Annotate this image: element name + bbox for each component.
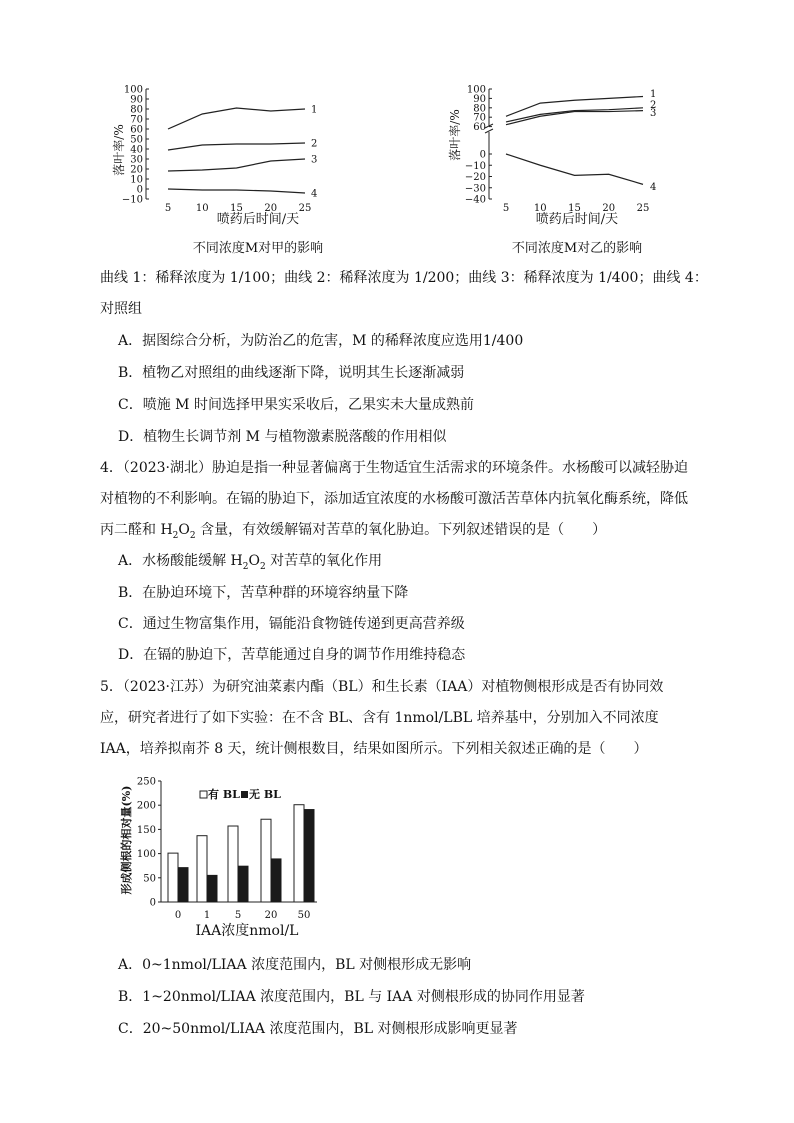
y-tick-label: 40 [130,144,143,156]
y-tick-label: 20 [130,164,143,176]
q5-option-a: A．0~1nmol/LIAA 浓度范围内，BL 对侧根形成无影响 [118,957,472,973]
x-axis-label: 喷药后时间/天 [535,212,619,227]
bar-with-bl [168,853,178,902]
x-tick-label: 0 [174,910,182,921]
chart-jia [110,80,340,262]
y-tick-label: 60 [473,122,486,134]
q5-stem: 5．（2023·江苏）为研究油菜素内酯（BL）和生长素（IAA）对植物侧根形成是否有协同效应，研究者进行了如下实验：在不含 BL、含有 1nmol/LBL 培养基中，分别加入不同浓度 IAA，培养拟南芥 8 天，统计侧根数目，结果如图所示。下列相关叙述正确的是（ ） [100,679,664,757]
bar-without-bl [304,810,314,902]
series-label-4: 4 [311,188,318,200]
y-tick-label: 60 [130,124,143,136]
legend-label-without-bl: 无 BL [249,788,281,801]
y-tick-label: 50 [143,873,156,885]
y-tick-label: 100 [466,84,486,96]
series-line-3 [168,159,305,171]
q3-option-b: B．植物乙对照组的曲线逐渐下降，说明其生长逐渐减弱 [118,365,465,381]
q4-option-d: D．在镉的胁迫下，苦草能通过自身的调节作用维持稳态 [118,647,466,663]
series-line-4 [168,189,305,193]
curve-legend-text-2: 对照组 [100,301,142,317]
y-tick-label: 0 [136,184,143,196]
chart-lateral-root [112,770,332,945]
y-tick-label: 250 [136,776,156,788]
x-tick-label: 20 [264,910,278,921]
chart-caption: 不同浓度M对乙的影响 [511,241,643,256]
y-tick-label: 0 [149,897,156,909]
bar-without-bl [271,859,281,902]
q5-option-c: C．20~50nmol/LIAA 浓度范围内，BL 对侧根形成影响更显著 [118,1021,518,1037]
x-tick-label: 20 [264,203,278,214]
series-label-2: 2 [650,100,657,111]
q5-option-b: B．1~20nmol/LIAA 浓度范围内，BL 与 IAA 对侧根形成的协同作用显著 [118,989,585,1005]
x-tick-label: 50 [297,910,311,921]
y-tick-label: 100 [136,849,156,861]
series-label-4: 4 [650,182,657,193]
x-tick-label: 15 [230,203,243,214]
series-label-3: 3 [650,108,657,119]
y-tick-label: 50 [130,134,143,146]
bar-with-bl [261,819,271,902]
bar-without-bl [238,866,248,902]
bar-with-bl [294,805,304,902]
q3-option-d: D．植物生长调节剂 M 与植物激素脱落酸的作用相似 [118,429,447,445]
x-tick-label: 25 [298,203,312,214]
series-label-3: 3 [311,154,318,166]
y-tick-label: 200 [136,800,156,812]
y-tick-label: 90 [473,93,486,105]
y-tick-label: −30 [464,183,486,195]
series-label-1: 1 [311,104,318,116]
y-tick-label: 70 [473,112,486,124]
y-tick-label: 80 [473,103,486,115]
y-tick-label: 100 [123,84,143,96]
x-tick-label: 10 [195,203,209,214]
y-tick-label: −10 [464,160,486,172]
curve-legend-text: 曲线 1：稀释浓度为 1/100；曲线 2：稀释浓度为 1/200；曲线 3：稀释浓度为 1/400；曲线 4： [100,270,708,286]
bar-without-bl [178,868,188,902]
y-axis-label: 落叶率/% [448,109,462,161]
legend-label-with-bl: 有 BL [208,788,240,801]
y-tick-label: −10 [121,194,143,206]
q4-option-b: B．在胁迫环境下，苦草种群的环境容纳量下降 [118,585,409,601]
q3-option-a: A．据图综合分析，为防治乙的危害，M 的稀释浓度应选用1/400 [118,333,524,349]
bar-with-bl [197,836,207,902]
chart-caption: 不同浓度M对甲的影响 [192,241,324,256]
q3-option-c: C．喷施 M 时间选择甲果实采收后，乙果实未大量成熟前 [118,397,474,413]
x-tick-label: 10 [533,203,547,214]
chart-yi [445,80,675,262]
legend-swatch-without-bl [241,791,248,798]
y-tick-label: 10 [130,174,143,186]
legend-swatch-with-bl [200,791,207,798]
x-tick-label: 25 [636,203,650,214]
bar-without-bl [207,875,217,902]
x-tick-label: 1 [203,910,211,921]
y-tick-label: −20 [464,172,486,183]
x-tick-label: 15 [568,203,581,214]
y-tick-label: 90 [130,94,143,106]
y-tick-label: −40 [464,194,486,206]
q4-option-c: C．通过生物富集作用，镉能沿食物链传递到更高营养级 [118,616,465,632]
x-tick-label: 5 [502,203,510,214]
y-tick-label: 150 [136,824,156,836]
q4-option-a: A．水杨酸能缓解 $H_2O_2$ 对苦草的氧化作用 [118,553,383,572]
x-tick-label: 5 [234,910,242,921]
y-tick-label: 70 [130,114,143,126]
x-axis-label: 喷药后时间/天 [216,212,300,227]
bar-with-bl [228,826,238,902]
q4-stem: 4．（2023·湖北）胁迫是指一种显著偏离于生物适宜生活需求的环境条件。水杨酸可以减轻胁迫对植物的不利影响。在镉的胁迫下，添加适宜浓度的水杨酸可激活苦草体内抗氧化酶系统，降低丙二醛和 $H_2O_2$ 含量，有效缓解镉对苦草的氧化胁迫。下列叙述错误的是（ ） [100,460,688,541]
y-tick-label: 80 [130,104,143,116]
y-tick-label: 0 [479,149,486,161]
series-line-4 [506,154,643,184]
y-axis-label: 落叶率/% [112,124,126,176]
y-tick-label: 30 [130,154,143,166]
series-label-1: 1 [650,89,657,100]
x-tick-label: 5 [164,203,172,214]
x-axis-label: IAA浓度nmol/L [195,923,299,939]
x-tick-label: 20 [602,203,616,214]
series-line-1 [506,97,643,117]
series-label-2: 2 [311,138,318,150]
y-axis-label: 形成侧根的相对量(%) [120,785,133,895]
series-line-2 [168,143,305,150]
series-line-1 [168,108,305,129]
